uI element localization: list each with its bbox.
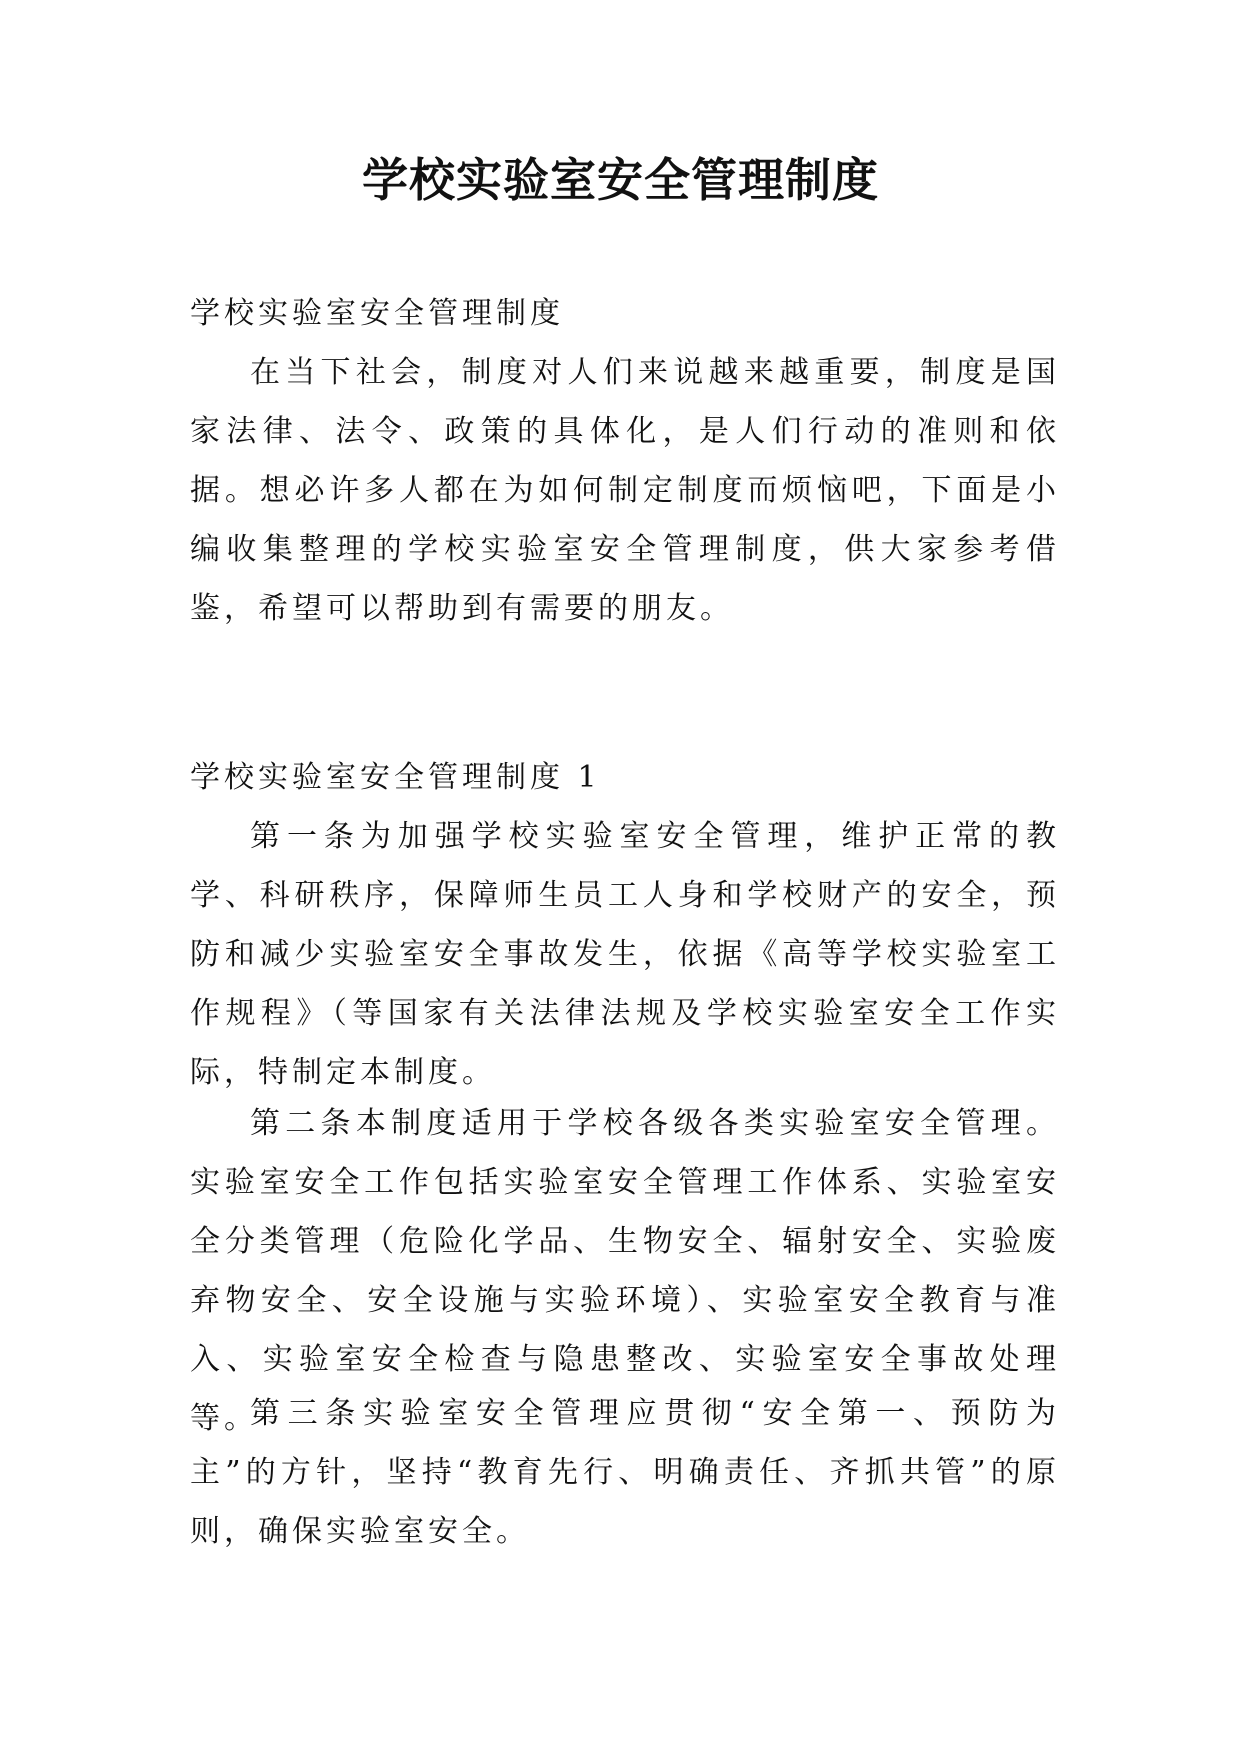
article-paragraph-3: 第三条实验室安全管理应贯彻“安全第一、预防为主”的方针，坚持“教育先行、明确责任、齐抓共管”的原则，确保实验室安全。 <box>190 1396 1060 1549</box>
intro-paragraph: 在当下社会，制度对人们来说越来越重要，制度是国家法律、法令、政策的具体化，是人们行动的准则和依据。想必许多人都在为如何制定制度而烦恼吧，下面是小编收集整理的学校实验室安全管理制度，供大家参考借鉴，希望可以帮助到有需要的朋友。 <box>190 355 1060 626</box>
article-paragraph-2: 第二条本制度适用于学校各级各类实验室安全管理。实验室安全工作包括实验室安全管理工作体系、实验室安全分类管理（危险化学品、生物安全、辐射安全、实验废弃物安全、安全设施与实验环境）、实验室安全教育与准入、实验室安全检查与隐患整改、实验室安全事故处理等。 <box>190 1106 1060 1436</box>
article-paragraph-1: 第一条为加强学校实验室安全管理，维护正常的教学、科研秩序，保障师生员工人身和学校财产的安全，预防和减少实验室安全事故发生，依据《高等学校实验室工作规程》（等国家有关法律法规及学校实验室安全工作实际，特制定本制度。 <box>190 819 1060 1090</box>
document-title: 学校实验室安全管理制度 <box>362 153 879 207</box>
section-heading: 学校实验室安全管理制度 1 <box>190 760 601 795</box>
intro-heading: 学校实验室安全管理制度 <box>190 296 564 331</box>
